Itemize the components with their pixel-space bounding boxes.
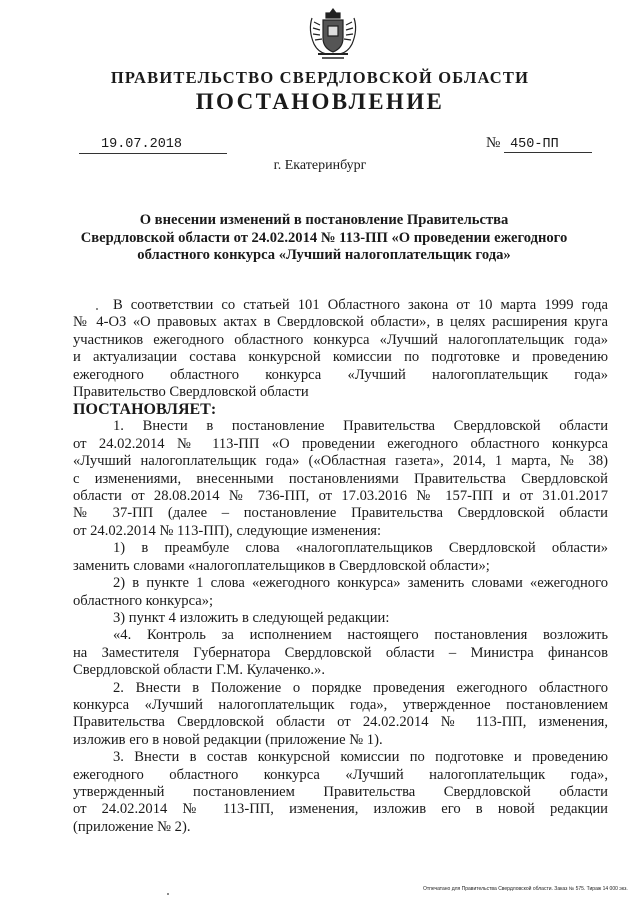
scan-speck <box>167 893 169 895</box>
body-line: от 24.02.2014 № 113-ПП, изменения, изложив его в новой редакции <box>73 801 608 818</box>
body-line: 1. Внести в постановление Правительства Свердловской области <box>113 418 608 435</box>
document-type: ПОСТАНОВЛЕНИЕ <box>195 89 445 114</box>
body-line: В соответствии со статьей 101 Областного закона от 10 марта 1999 года <box>113 297 608 313</box>
body-line: «Лучший налогоплательщик года» («Областная газета», 2014, 1 марта, № 38) <box>73 453 608 470</box>
body-line: на Заместителя Губернатора Свердловской области – Министра финансов <box>73 644 608 661</box>
document-number: 450-ПП <box>504 137 592 153</box>
decree-word: ПОСТАНОВЛЯЕТ: <box>73 401 217 419</box>
body-line: с изменениями, внесенными постановлениями Правительства Свердловской <box>73 470 608 487</box>
document-body <box>73 297 608 836</box>
body-line: 3) пункт 4 изложить в следующей редакции: <box>113 609 390 626</box>
body-line: (приложение № 2). <box>73 818 191 835</box>
body-line: утвержденный постановлением Правительства Свердловской области <box>73 783 608 800</box>
body-line: 2. Внести в Положение о порядке проведения ежегодного областного <box>113 679 608 696</box>
scan-speck <box>96 308 98 310</box>
body-line: 1) в преамбуле слова «налогоплательщиков Свердловской области» <box>113 540 608 557</box>
document-subject <box>70 212 578 265</box>
city: г. Екатеринбург <box>273 158 367 173</box>
body-line: областного конкурса»; <box>73 592 214 609</box>
body-line: «4. Контроль за исполнением настоящего постановления возложить <box>113 627 608 644</box>
body-line: от 24.02.2014 № 113-ПП), следующие изменения: <box>73 522 382 539</box>
body-line: № 37-ПП (далее – постановление Правительства Свердловской области <box>73 505 608 522</box>
subject-line: О внесении изменений в постановление Правительства <box>139 212 509 228</box>
body-line: заменить словами «налогоплательщиков в Свердловской области»; <box>73 557 490 574</box>
body-line: и актуализации состава конкурсной комиссии по подготовке и проведению <box>73 349 608 366</box>
number-label: № <box>486 135 501 151</box>
organization-title: ПРАВИТЕЛЬСТВО СВЕРДЛОВСКОЙ ОБЛАСТИ <box>110 68 530 87</box>
body-line: Правительства Свердловской области от 24.02.2014 № 113-ПП, изменения, <box>73 714 608 731</box>
body-line: от 24.02.2014 № 113-ПП «О проведении ежегодного областного конкурса <box>73 435 608 452</box>
body-line: области от 28.08.2014 № 736-ПП, от 17.03.2016 № 157-ПП и от 31.01.2017 <box>73 488 608 505</box>
body-line: изложив его в новой редакции (приложение № 1). <box>73 731 383 748</box>
document-date: 19.07.2018 <box>79 137 227 154</box>
coat-of-arms-icon <box>304 6 362 62</box>
body-line: ежегодного областного конкурса «Лучший налогоплательщик года» <box>73 366 608 383</box>
print-note: Отпечатано для Правительства Свердловской области. Заказ № 575. Тираж 14 000 экз. <box>423 886 628 892</box>
body-line: участников ежегодного областного конкурса «Лучший налогоплательщик года» <box>73 331 608 348</box>
body-line: конкурса «Лучший налогоплательщик года», утвержденное постановлением <box>73 696 608 713</box>
subject-line: областного конкурса «Лучший налогоплательщик года» <box>137 247 511 263</box>
body-line: Свердловской области Г.М. Кулаченко.». <box>73 662 325 679</box>
body-line: Правительство Свердловской области <box>73 384 309 401</box>
document-number-block <box>486 135 592 153</box>
body-line: 2) в пункте 1 слова «ежегодного конкурса» заменить словами «ежегодного <box>113 575 608 592</box>
subject-line: Свердловской области от 24.02.2014 № 113-ПП «О проведении ежегодного <box>80 229 568 246</box>
body-line: № 4-ОЗ «О правовых актах в Свердловской области», в целях расширения круга <box>73 314 608 331</box>
body-line: 3. Внести в состав конкурсной комиссии по подготовке и проведению <box>113 749 608 766</box>
body-line: ежегодного областного конкурса «Лучший налогоплательщик года», <box>73 766 608 783</box>
